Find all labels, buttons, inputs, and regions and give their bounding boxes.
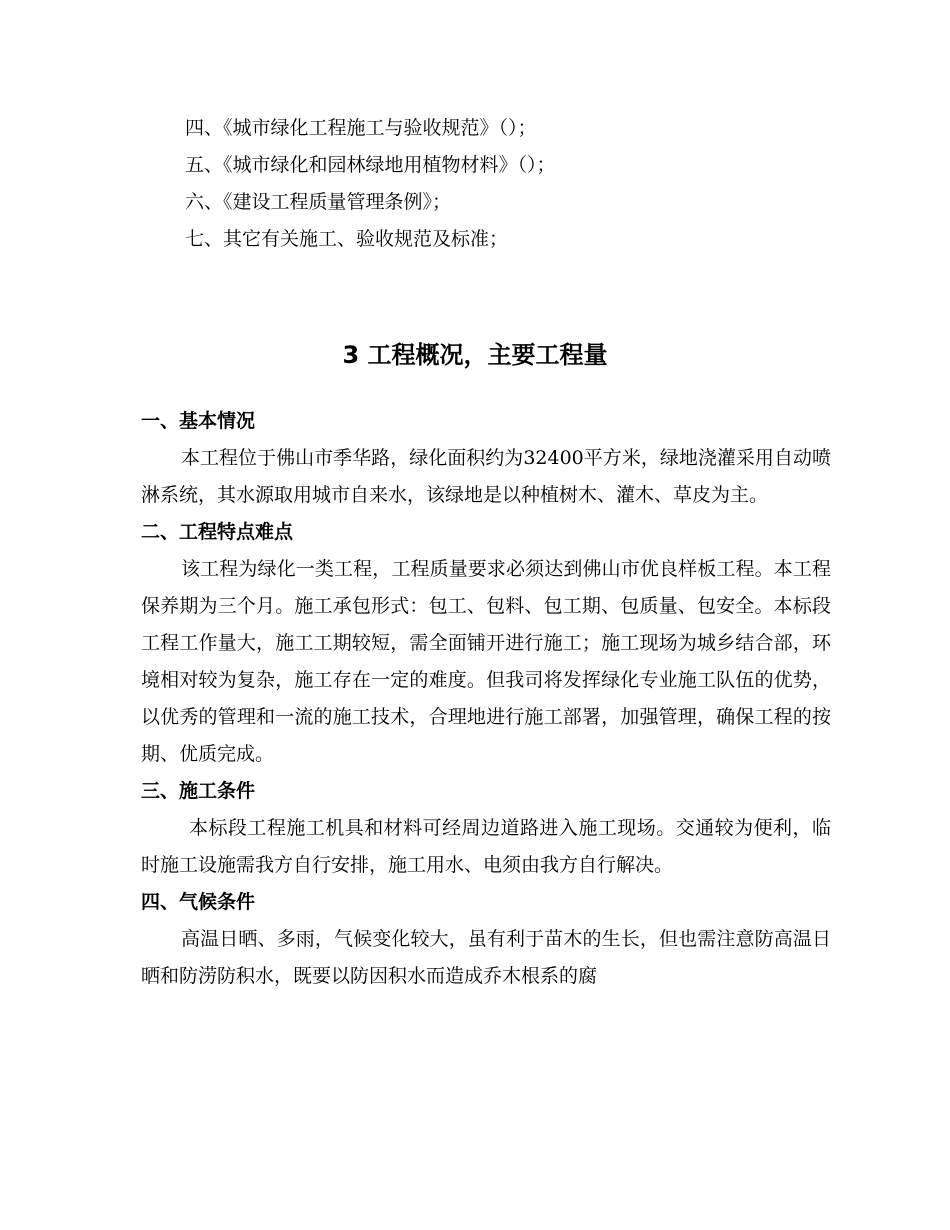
subsection-heading-features: 二、工程特点难点 [141,521,294,543]
subsection-paragraph-climate: 高温日晒、多雨，气候变化较大，虽有利于苗木的生长，但也需注意防高温日晒和防涝防积水，既要以防因积水而造成乔木根系的腐 [141,928,831,987]
list-item: 七、其它有关施工、验收规范及标准； [185,228,509,250]
reference-list [185,110,825,258]
section-body [141,403,831,995]
subsection-paragraph-features: 该工程为绿化一类工程，工程质量要求必须达到佛山市优良样板工程。本工程保养期为三个月。施工承包形式：包工、包料、包工期、包质量、包安全。本标段工程工作量大，施工工期较短，需全面铺开进行施工；施工现场为城乡结合部，环境相对较为复杂，施工存在一定的难度。但我司将发挥绿化专业施工队伍的优势，以优秀的管理和一流的施工技术，合理地进行施工部署，加强管理，确保工程的按期、优质完成。 [141,558,831,765]
section-title: 3 工程概况，主要工程量 [342,341,608,369]
subsection-paragraph-basic-info: 本工程位于佛山市季华路，绿化面积约为32400平方米，绿地浇灌采用自动喷淋系统，其水源取用城市自来水，该绿地是以种植树木、灌木、草皮为主。 [141,447,831,506]
list-item: 六、《建设工程质量管理条例》； [185,191,452,213]
list-item: 五、《城市绿化和园林绿地用植物材料》（）； [185,154,556,176]
subsection-paragraph-conditions: 本标段工程施工机具和材料可经周边道路进入施工现场。交通较为便利，临时施工设施需我方自行安排，施工用水、电须由我方自行解决。 [141,817,831,876]
subsection-heading-basic-info: 一、基本情况 [141,410,256,432]
list-item: 四、《城市绿化工程施工与验收规范》（）； [185,117,537,139]
subsection-heading-climate: 四、气候条件 [141,891,256,913]
subsection-heading-conditions: 三、施工条件 [141,780,256,802]
